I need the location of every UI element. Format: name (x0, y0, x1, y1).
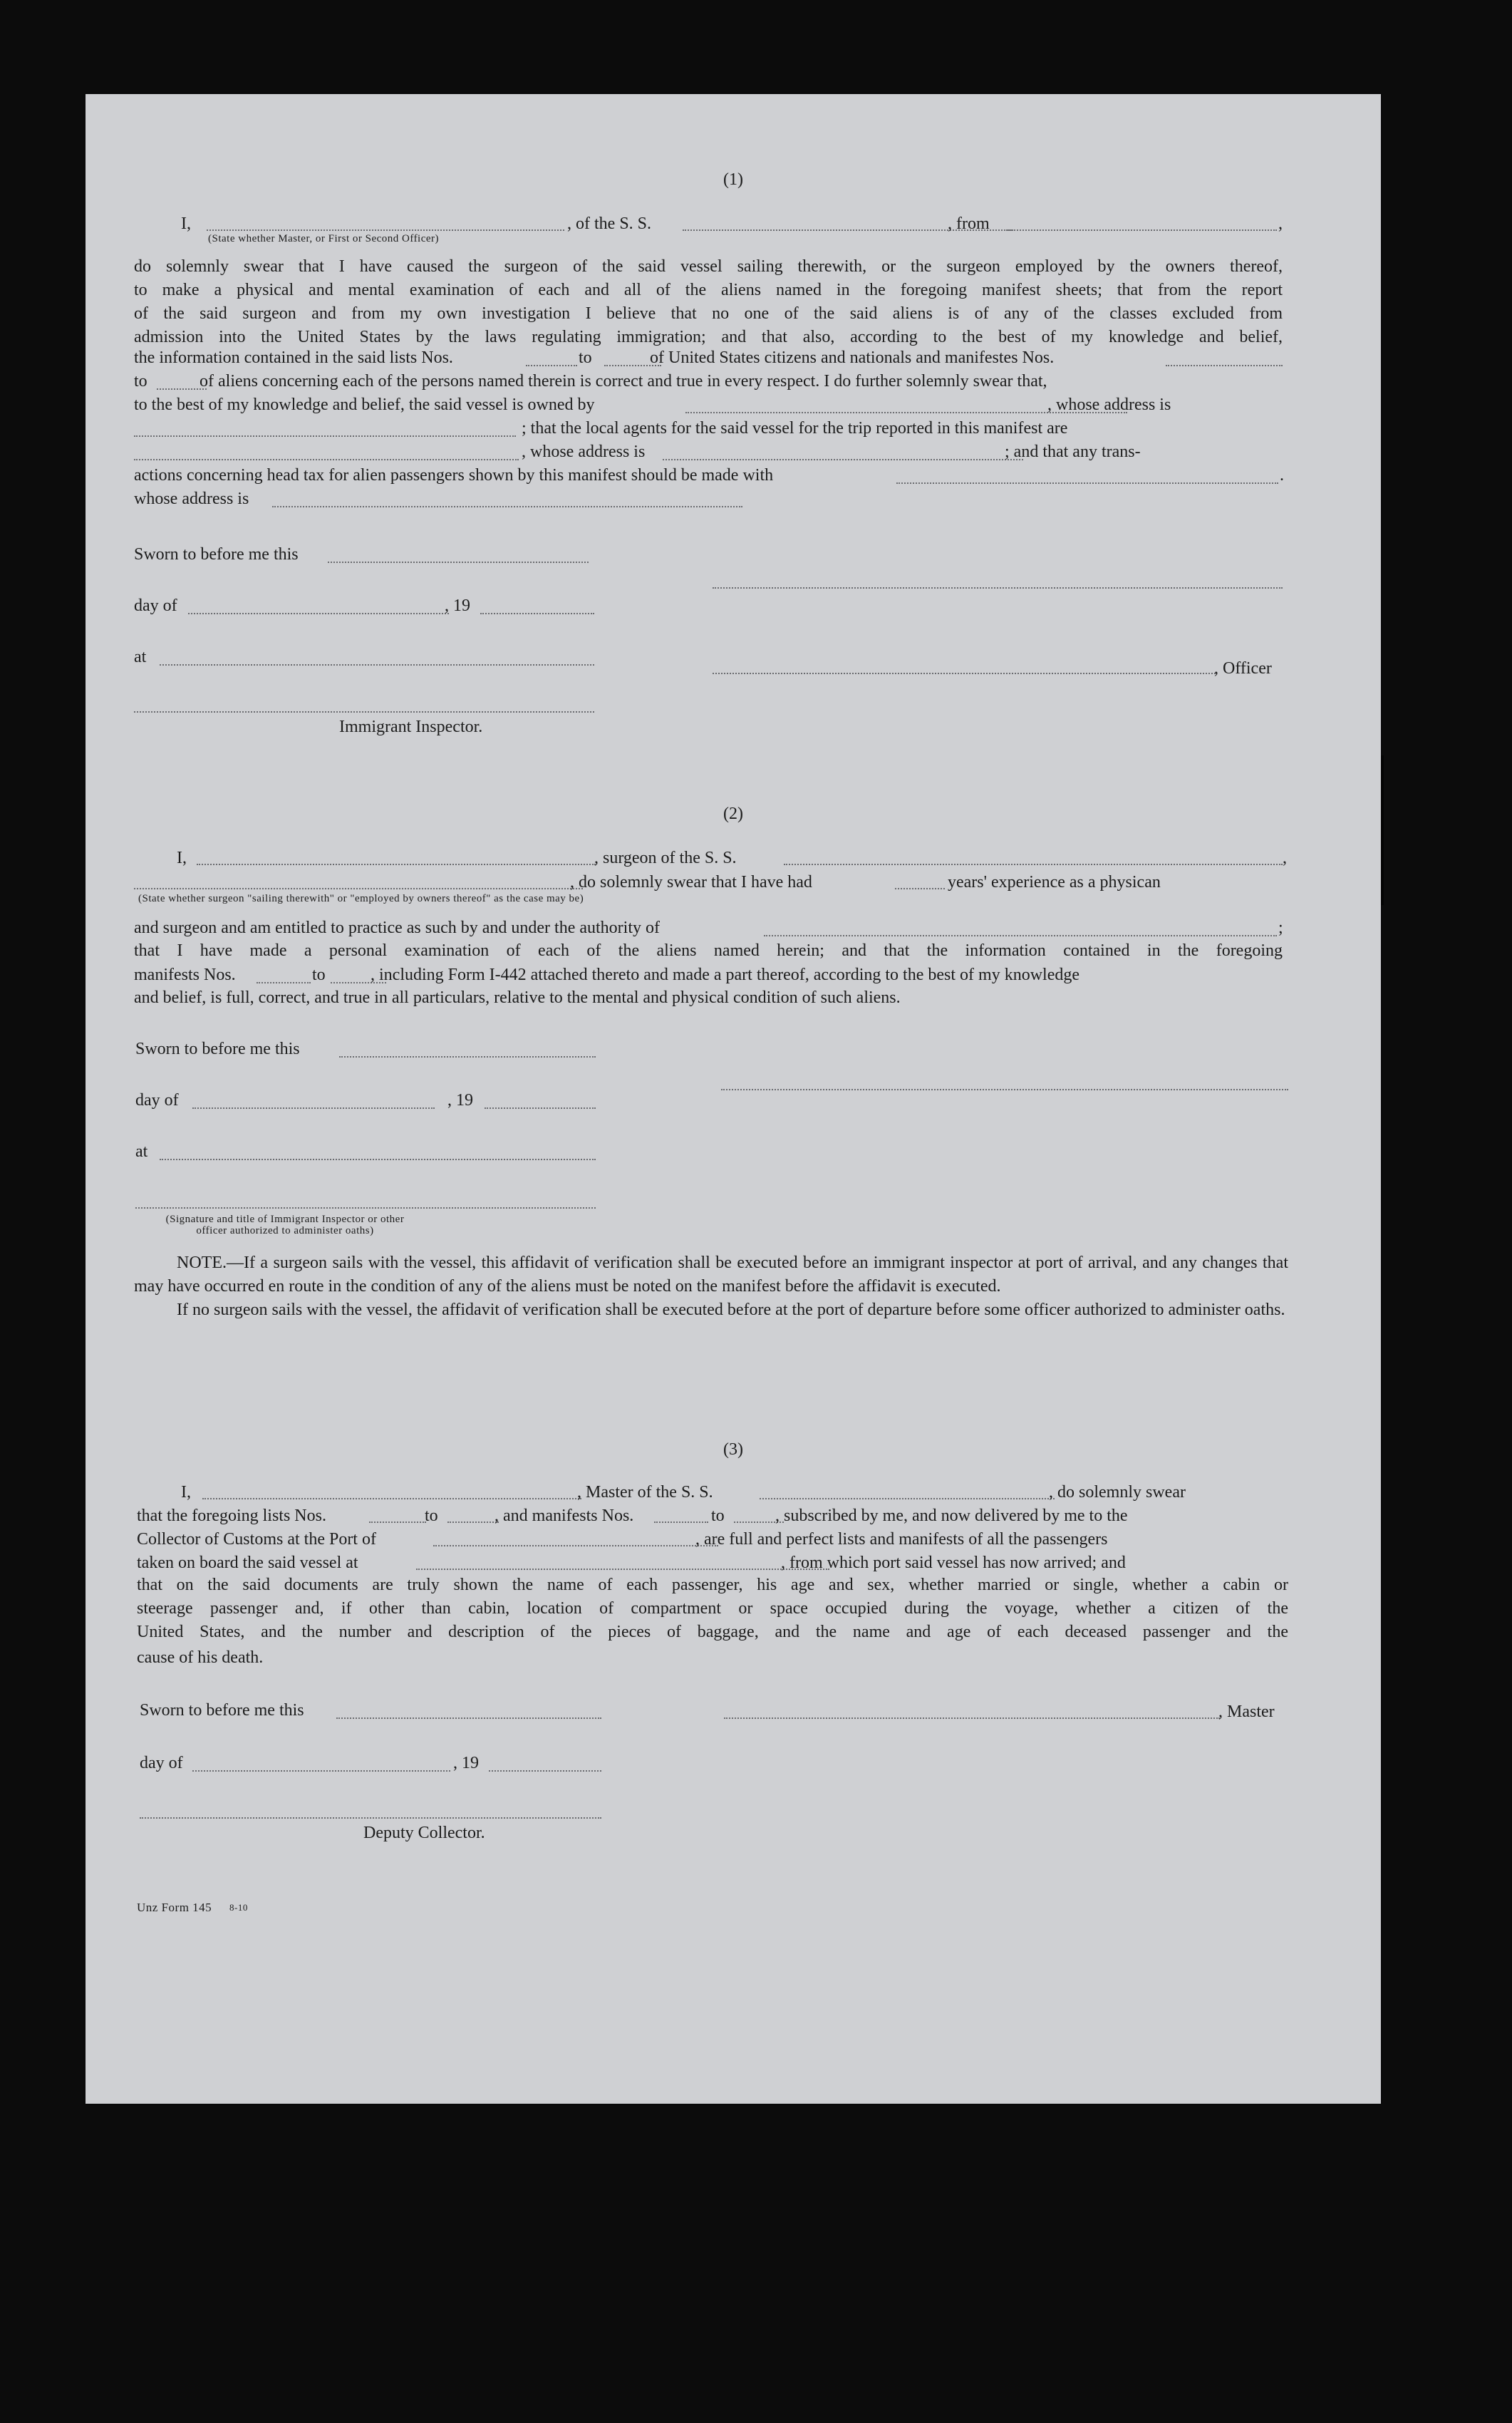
master-lists-from-field[interactable] (369, 1522, 426, 1523)
year-field[interactable] (489, 1770, 601, 1772)
officer-label: , Officer (1214, 659, 1272, 678)
collector-text: Collector of Customs at the Port of (137, 1530, 376, 1549)
lists-from-field[interactable] (526, 365, 577, 366)
solemnly-text: , do solemnly swear that I have had (570, 873, 812, 892)
local-agents-text: ; that the local agents for the said vessel for the trip reported in this manifest are (522, 419, 1068, 438)
form-code: 8-10 (229, 1902, 248, 1913)
cause-text: cause of his death. (137, 1648, 264, 1667)
to-label: to (134, 372, 147, 391)
surgeon-name-field[interactable] (197, 864, 596, 865)
signature-note: officer authorized to administer oaths) (196, 1225, 374, 1236)
inspector-signature-line[interactable] (135, 1207, 596, 1209)
year-label: , 19 (445, 596, 470, 615)
section-3-number: (3) (723, 1440, 743, 1459)
surgeon-note: (State whether surgeon "sailing therewith" or "employed by owners thereof" as the case may be) (138, 893, 584, 904)
manifests-from-field[interactable] (1166, 365, 1283, 366)
sworn-label: Sworn to before me this (134, 545, 299, 564)
oath-line: to make a physical and mental examination of each and all of the aliens named in the foregoing manifest sheets; that from the report (134, 281, 1283, 299)
section-1-i: I, (181, 215, 191, 233)
surgeon-manifests-from-field[interactable] (257, 982, 311, 983)
deputy-label: Deputy Collector. (363, 1824, 485, 1842)
section-1-number: (1) (723, 170, 743, 189)
whose-address-label: whose address is (134, 490, 249, 508)
note-block (134, 1251, 1288, 1322)
section-3-i: I, (181, 1483, 191, 1502)
master-manifests-from-field[interactable] (654, 1522, 708, 1523)
year-field[interactable] (480, 613, 594, 614)
master-label: , Master (1218, 1703, 1275, 1721)
documents-line: that on the said documents are truly shown the name of each passenger, his age and sex, whether married or single, whether a cabin or (137, 1576, 1288, 1594)
day-of-label: day of (140, 1754, 183, 1772)
master-lists-to-field[interactable] (447, 1522, 499, 1523)
owner-address-field[interactable] (134, 435, 516, 437)
at-label: at (135, 1142, 148, 1161)
sworn-day-field[interactable] (328, 562, 589, 563)
surgeon-signature-line[interactable] (721, 1089, 1288, 1090)
form-page (86, 94, 1381, 2104)
departure-port-field[interactable] (416, 1569, 829, 1570)
section-2-i: I, (177, 849, 187, 867)
deputy-signature-line[interactable] (140, 1817, 601, 1819)
year-label: , 19 (453, 1754, 479, 1772)
signature-line[interactable] (713, 587, 1283, 589)
authority-field[interactable] (764, 935, 1277, 936)
comma: , (1283, 849, 1287, 867)
officer-signature-line[interactable] (713, 673, 1216, 674)
period: . (1280, 466, 1284, 485)
year-field[interactable] (485, 1107, 596, 1109)
whose-address-label: , whose address is (522, 443, 646, 461)
oath-line: of the said surgeon and from my own investigation I believe that no one of the said aliens is of any of the classes excluded from (134, 304, 1283, 323)
year-label: , 19 (447, 1091, 473, 1110)
day-of-field[interactable] (188, 613, 449, 614)
day-of-label: day of (135, 1091, 179, 1110)
day-of-field[interactable] (192, 1107, 435, 1109)
agents-address-field[interactable] (663, 459, 1023, 460)
including-text: , including Form I-442 attached thereto and made a part thereof, according to the best of my knowledge (371, 966, 1080, 984)
owned-by-text: to the best of my knowledge and belief, the said vessel is owned by (134, 396, 595, 414)
sworn-day-field[interactable] (336, 1717, 601, 1719)
master-signature-line[interactable] (724, 1717, 1220, 1719)
oath-line: admission into the United States by the laws regulating immigration; and that also, according to the best of my knowledge and belief, (134, 328, 1283, 346)
semicolon: ; (1278, 919, 1283, 937)
oath-line: do solemnly swear that I have caused the surgeon of the said vessel sailing therewith, or the surgeon employed by the owners thereof, (134, 257, 1283, 276)
surgeon-vessel-field[interactable] (784, 864, 1283, 865)
and-manifests-text: , and manifests Nos. (494, 1507, 634, 1525)
inspector-label: Immigrant Inspector. (339, 718, 483, 736)
sworn-label: Sworn to before me this (140, 1701, 304, 1720)
form-number: Unz Form 145 (137, 1901, 212, 1914)
actions-text: actions concerning head tax for alien passengers shown by this manifest should be made with (134, 466, 774, 485)
authority-text: and surgeon and am entitled to practice as such by and under the authority of (134, 919, 660, 937)
lists-nos-text: the information contained in the said lists Nos. (134, 348, 453, 367)
years-field[interactable] (895, 888, 945, 889)
officer-name-field[interactable] (207, 229, 564, 231)
at-field[interactable] (160, 1159, 596, 1160)
surgeon-of-label: , surgeon of the S. S. (594, 849, 737, 867)
manifests-nos-label: manifests Nos. (134, 966, 236, 984)
agents-field[interactable] (134, 459, 519, 460)
day-of-field[interactable] (192, 1770, 450, 1772)
officer-note: (State whether Master, or First or Second Officer) (208, 233, 440, 244)
years-text: years' experience as a physican (948, 873, 1161, 892)
sworn-day-field[interactable] (339, 1056, 596, 1058)
documents-line: United States, and the number and description of the pieces of baggage, and the name and age of each deceased passenger and the (137, 1623, 1288, 1641)
and-that-text: ; and that any trans- (1005, 443, 1141, 461)
to-label: to (312, 966, 326, 984)
from-label: , from (948, 215, 990, 233)
full-lists-text: , are full and perfect lists and manifests of all the passengers (695, 1530, 1108, 1549)
subscribed-text: , subscribed by me, and now delivered by me to the (775, 1507, 1128, 1525)
us-citizens-text: of United States citizens and nationals and manifestes Nos. (650, 348, 1055, 367)
lists-nos-text: that the foregoing lists Nos. (137, 1507, 326, 1525)
master-name-field[interactable] (202, 1498, 581, 1499)
examination-line: that I have made a personal examination of each of the aliens named herein; and that the information contained in the foregoing (134, 941, 1283, 960)
head-tax-address-field[interactable] (272, 506, 742, 507)
to-label: to (579, 348, 592, 367)
note-2: If no surgeon sails with the vessel, the affidavit of verification shall be executed before at the port of departure before some officer authorized to administer oaths. (177, 1301, 1285, 1319)
sworn-label: Sworn to before me this (135, 1040, 300, 1058)
at-field[interactable] (160, 664, 594, 666)
day-of-label: day of (134, 596, 177, 615)
from-which-text: , from which port said vessel has now arrived; and (781, 1554, 1126, 1572)
signature-note: (Signature and title of Immigrant Inspector or other (165, 1214, 405, 1225)
of-ss-label: , of the S. S. (567, 215, 652, 233)
to-label: to (425, 1507, 438, 1525)
aliens-concerning-text: of aliens concerning each of the persons named therein is correct and true in every respect. I do further solemnly swear that, (200, 372, 1047, 391)
solemnly-text: , do solemnly swear (1049, 1483, 1186, 1502)
section-2-number: (2) (723, 805, 743, 823)
to-label: to (711, 1507, 725, 1525)
port-field[interactable] (433, 1545, 718, 1546)
from-port-field[interactable] (1006, 229, 1277, 231)
note-1: NOTE.—If a surgeon sails with the vessel, this affidavit of verification shall be executed before an immigrant inspector at port of arrival, and any changes that may have occurred en route in the condition of any of the aliens must be noted on the manifest before the affidavit is executed. (134, 1254, 1288, 1296)
whose-address-label: , whose address is (1047, 396, 1171, 414)
master-vessel-field[interactable] (760, 1498, 1055, 1499)
comma: , (1278, 215, 1283, 233)
belief-text: and belief, is full, correct, and true in all particulars, relative to the mental and physical condition of such aliens. (134, 988, 901, 1007)
documents-line: steerage passenger and, if other than cabin, location of compartment or space occupied during the voyage, whether a citizen of the (137, 1599, 1288, 1618)
surgeon-status-field[interactable] (134, 888, 583, 889)
master-of-label: , Master of the S. S. (577, 1483, 713, 1502)
head-tax-field[interactable] (896, 482, 1278, 484)
at-label: at (134, 648, 147, 666)
taken-on-text: taken on board the said vessel at (137, 1554, 358, 1572)
inspector-signature-line[interactable] (134, 711, 594, 713)
